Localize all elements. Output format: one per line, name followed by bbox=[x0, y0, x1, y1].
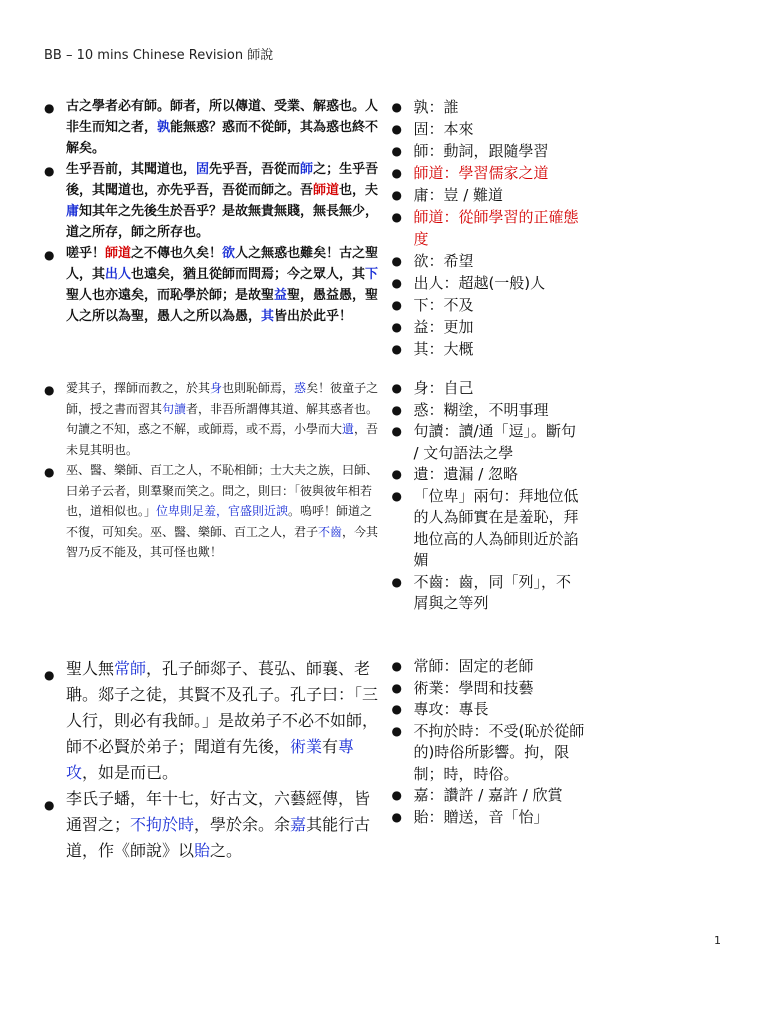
glossary-text: 常師：固定的老師 bbox=[413, 657, 534, 675]
highlighted-term: 專攻 bbox=[66, 737, 355, 782]
glossary-item bbox=[391, 572, 585, 615]
glossary-item bbox=[391, 486, 585, 572]
glossary-text: 師道：從師學習的正確態度 bbox=[413, 208, 579, 248]
glossary-list bbox=[391, 96, 585, 360]
highlighted-term: 庸 bbox=[66, 204, 80, 219]
glossary-text: 欲：希望 bbox=[413, 252, 474, 270]
passage-text: 矣！彼童子之師，授之書而習其 bbox=[66, 381, 379, 416]
passage-paragraph bbox=[44, 786, 383, 864]
glossary-item bbox=[391, 294, 585, 316]
passage-text: 生乎吾前，其聞道也， bbox=[66, 162, 197, 177]
glossary-list bbox=[391, 378, 585, 615]
passage-list bbox=[44, 96, 383, 327]
highlighted-term: 位卑則足羞，官盛則近諛 bbox=[156, 504, 289, 518]
glossary-text: 術業：學問和技藝 bbox=[413, 678, 534, 697]
passage-text: 有 bbox=[322, 737, 339, 756]
glossary-item bbox=[391, 140, 585, 162]
passage-text: 李氏子蟠，年十七，好古文，六藝經傳，皆通習之； bbox=[66, 789, 371, 834]
glossary-text: 庸：豈 / 難道 bbox=[413, 186, 504, 204]
passage-column bbox=[40, 96, 383, 360]
glossary-item bbox=[391, 250, 585, 272]
glossary-text: 出人：超越(一般)人 bbox=[413, 274, 546, 292]
glossary-text: 孰：誰 bbox=[413, 98, 459, 116]
glossary-item bbox=[391, 272, 585, 294]
glossary-text: 下：不及 bbox=[413, 296, 474, 314]
glossary-text: 嘉：讚許 / 嘉許 / 欣賞 bbox=[413, 786, 563, 804]
passage-text: 巫、醫、樂師、百工之人，不恥相師；士大夫之族，曰師、曰弟子云者，則羣聚而笑之。問之，則曰：「彼與彼年相若也，道相似也。」 bbox=[66, 463, 379, 518]
passage-text: 。嗚呼！師道之不復，可知矣。巫、醫、樂師、百工之人，君子 bbox=[66, 504, 373, 539]
passage-text: 其能行古道，作《師說》以 bbox=[66, 815, 371, 860]
passage-text: 知其年之先後生於吾乎？是故無貴無賤，無長無少，道之所存，師之所存也。 bbox=[66, 204, 379, 240]
passage-text: ，孔子師郯子、萇弘、師襄、老聃。郯子之徒，其賢不及孔子。孔子曰：「三人行，則必有我師。」是故弟子不必不如師，師不必賢於弟子；聞道有先後， bbox=[66, 659, 379, 756]
glossary-text: 師道：學習儒家之道 bbox=[413, 164, 549, 182]
section-1 bbox=[40, 96, 585, 360]
highlighted-term: 貽 bbox=[194, 841, 211, 860]
glossary-text: 「位卑」兩句：拜地位低的人為師實在是羞恥，拜地位高的人為師則近於諂媚 bbox=[413, 486, 579, 569]
highlighted-term: 身 bbox=[210, 381, 223, 395]
highlighted-term: 孰 bbox=[157, 120, 171, 135]
passage-text: 之不傳也久矣！ bbox=[131, 246, 223, 261]
highlighted-term: 句讀 bbox=[162, 401, 187, 416]
passage-text: 者，非吾所謂傳其道、解其惑者也。句讀之不知，惑之不解，或師焉，或不焉，小學而大 bbox=[66, 401, 379, 436]
passage-text: ，吾未見其明也。 bbox=[66, 422, 379, 457]
glossary-item bbox=[391, 184, 585, 206]
glossary-text: 不齒：齒，同「列」，不屑與之等列 bbox=[413, 572, 571, 612]
highlighted-term: 常師 bbox=[114, 659, 147, 678]
passage-paragraph bbox=[44, 460, 383, 563]
passage-paragraph bbox=[44, 96, 383, 159]
glossary-text: 專攻：專長 bbox=[413, 700, 489, 718]
glossary-text: 貽：贈送，音「怡」 bbox=[413, 807, 549, 826]
highlighted-term: 師道 bbox=[105, 246, 132, 261]
passage-text: 古之學者必有師。師者，所以傳道、受業、解惑也。人非生而知之者， bbox=[66, 99, 379, 135]
passage-text: 之。 bbox=[210, 841, 243, 860]
passage-paragraph bbox=[44, 159, 383, 243]
glossary-item bbox=[391, 206, 585, 250]
passage-text: 先乎吾，吾從而 bbox=[209, 162, 301, 177]
glossary-column bbox=[383, 378, 585, 615]
passage-text: 人之無惑也難矣！古之聖人，其 bbox=[66, 246, 379, 282]
glossary-item bbox=[391, 338, 585, 360]
passage-text: 也則恥師焉， bbox=[222, 381, 295, 395]
passage-text: 也遠矣，猶且從師而問焉；今之眾人，其 bbox=[131, 267, 366, 282]
passage-text: ，學於余。余 bbox=[194, 815, 291, 834]
passage-column bbox=[40, 656, 383, 864]
highlighted-term: 嘉 bbox=[290, 815, 307, 834]
passage-text: 聖人也亦遠矣，而恥學於師；是故聖 bbox=[66, 288, 275, 303]
highlighted-term: 其 bbox=[261, 309, 275, 324]
glossary-item bbox=[391, 656, 585, 678]
glossary-text: 不拘於時：不受(恥於從師的)時俗所影響。拘，限制；時，時俗。 bbox=[413, 721, 585, 783]
highlighted-term: 不拘於時 bbox=[130, 815, 195, 834]
highlighted-term: 下 bbox=[365, 267, 379, 282]
highlighted-term: 不齒 bbox=[318, 524, 343, 539]
highlighted-term: 師 bbox=[300, 162, 314, 177]
highlighted-term: 出人 bbox=[105, 267, 132, 282]
passage-text: ，今其智乃反不能及，其可怪也歟！ bbox=[66, 524, 379, 559]
passage-text: ，如是而已。 bbox=[82, 763, 179, 782]
passage-text: 愛其子，擇師而教之，於其 bbox=[66, 381, 211, 395]
section-3 bbox=[40, 656, 585, 864]
glossary-item bbox=[391, 316, 585, 338]
glossary-item bbox=[391, 421, 585, 464]
glossary-item bbox=[391, 378, 585, 400]
glossary-text: 其：大概 bbox=[413, 340, 474, 358]
passage-text: 聖人無 bbox=[66, 659, 115, 678]
passage-text: 嗟乎！ bbox=[66, 246, 106, 261]
page-number: 1 bbox=[714, 934, 721, 947]
passage-text: 聖，愚益愚，聖人之所以為聖，愚人之所以為愚， bbox=[66, 288, 379, 324]
passage-text: 之；生乎吾後，其聞道也，亦先乎吾，吾從而師之。吾 bbox=[66, 162, 379, 198]
passage-paragraph bbox=[44, 656, 383, 786]
highlighted-term: 遺 bbox=[342, 422, 355, 436]
glossary-column bbox=[383, 96, 585, 360]
glossary-text: 句讀：讀/通「逗」。斷句 / 文句語法之學 bbox=[413, 422, 577, 462]
glossary-text: 益：更加 bbox=[413, 318, 474, 336]
glossary-text: 師：動詞，跟隨學習 bbox=[413, 142, 549, 160]
glossary-list bbox=[391, 656, 585, 828]
passage-text: 皆出於此乎！ bbox=[274, 309, 353, 324]
passage-text: 能無惑？惑而不從師，其為惑也終不解矣。 bbox=[66, 120, 379, 156]
glossary-text: 遺：遺漏 / 忽略 bbox=[413, 465, 519, 483]
passage-text: 也，夫 bbox=[339, 183, 379, 198]
glossary-item bbox=[391, 807, 585, 829]
highlighted-term: 益 bbox=[274, 288, 288, 303]
glossary-text: 固：本來 bbox=[413, 120, 474, 138]
highlighted-term: 師道 bbox=[313, 183, 340, 198]
passage-column bbox=[40, 378, 383, 615]
glossary-item bbox=[391, 721, 585, 786]
passage-paragraph bbox=[44, 243, 383, 327]
glossary-column bbox=[383, 656, 585, 864]
glossary-text: 身：自己 bbox=[413, 379, 474, 397]
highlighted-term: 術業 bbox=[290, 737, 323, 756]
passage-paragraph bbox=[44, 378, 383, 460]
glossary-item bbox=[391, 118, 585, 140]
highlighted-term: 欲 bbox=[222, 246, 236, 261]
glossary-item bbox=[391, 400, 585, 422]
section-2 bbox=[40, 378, 585, 615]
glossary-item bbox=[391, 699, 585, 721]
glossary-item bbox=[391, 96, 585, 118]
glossary-item bbox=[391, 162, 585, 184]
glossary-item bbox=[391, 464, 585, 486]
glossary-item bbox=[391, 785, 585, 807]
glossary-item bbox=[391, 678, 585, 700]
highlighted-term: 惑 bbox=[294, 381, 307, 395]
passage-list bbox=[44, 378, 383, 563]
highlighted-term: 固 bbox=[196, 162, 210, 177]
page-header: BB – 10 mins Chinese Revision 師說 bbox=[44, 48, 274, 63]
passage-list bbox=[44, 656, 383, 864]
glossary-text: 惑：糊塗，不明事理 bbox=[413, 400, 549, 419]
